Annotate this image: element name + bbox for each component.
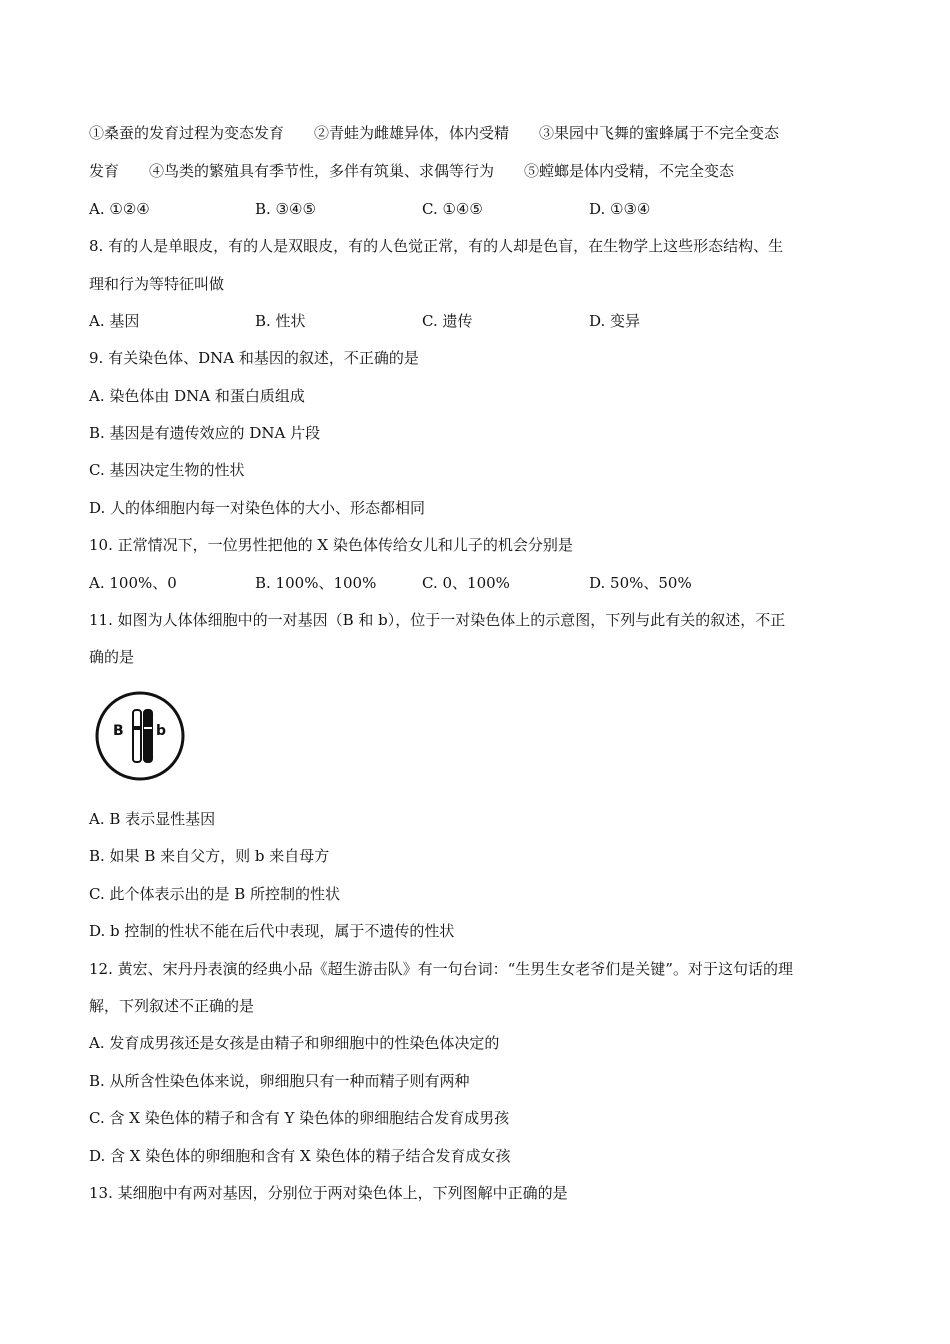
q11-stem-line2: 确的是: [89, 648, 135, 666]
q10-stem: 10. 正常情况下，一位男性把他的 X 染色体传给女儿和儿子的机会分别是: [89, 536, 573, 554]
gene-label-dominant: B: [113, 723, 124, 739]
q7-option-c: C. ①④⑤: [422, 200, 483, 218]
q11-option-d: D. b 控制的性状不能在后代中表现，属于不遗传的性状: [89, 922, 455, 940]
q7-option-a: A. ①②④: [89, 200, 150, 218]
q10-option-c: C. 0、100%: [422, 574, 510, 592]
q8-option-b: B. 性状: [255, 312, 306, 330]
q7-statements-line1: ①桑蚕的发育过程为变态发育 ②青蛙为雌雄异体，体内受精 ③果园中飞舞的蜜蜂属于不完全变态: [89, 124, 780, 142]
q12-option-a: A. 发育成男孩还是女孩是由精子和卵细胞中的性染色体决定的: [89, 1034, 500, 1052]
q11-stem-line1: 11. 如图为人体体细胞中的一对基因（B 和 b），位于一对染色体上的示意图，下列与此有关的叙述，不正: [89, 611, 786, 629]
q12-stem-line1: 12. 黄宏、宋丹丹表演的经典小品《超生游击队》有一句台词：“生男生女老爷们是关键”。对于这句话的理: [89, 960, 793, 978]
q8-stem-line1: 8. 有的人是单眼皮，有的人是双眼皮，有的人色觉正常，有的人却是色盲，在生物学上这些形态结构、生: [89, 237, 784, 255]
q10-option-a: A. 100%、0: [89, 574, 177, 592]
q12-option-d: D. 含 X 染色体的卵细胞和含有 X 染色体的精子结合发育成女孩: [89, 1147, 511, 1165]
q9-option-b: B. 基因是有遗传效应的 DNA 片段: [89, 424, 321, 442]
q9-option-a: A. 染色体由 DNA 和蛋白质组成: [89, 387, 305, 405]
q11-option-a: A. B 表示显性基因: [89, 810, 216, 828]
chromosome-left: [133, 710, 141, 762]
q10-option-b: B. 100%、100%: [255, 574, 377, 592]
q9-stem: 9. 有关染色体、DNA 和基因的叙述，不正确的是: [89, 349, 419, 367]
q8-stem-line2: 理和行为等特征叫做: [89, 275, 225, 293]
q9-option-c: C. 基因决定生物的性状: [89, 461, 245, 479]
chromosome-right: [144, 710, 152, 762]
q8-option-d: D. 变异: [589, 312, 641, 330]
q12-option-c: C. 含 X 染色体的精子和含有 Y 染色体的卵细胞结合发育成男孩: [89, 1109, 510, 1127]
q13-stem: 13. 某细胞中有两对基因，分别位于两对染色体上，下列图解中正确的是: [89, 1184, 568, 1202]
q8-option-a: A. 基因: [89, 312, 140, 330]
q9-option-d: D. 人的体细胞内每一对染色体的大小、形态都相同: [89, 499, 426, 517]
q11-option-c: C. 此个体表示出的是 B 所控制的性状: [89, 885, 341, 903]
q8-option-c: C. 遗传: [422, 312, 473, 330]
q7-statements-line2: 发育 ④鸟类的繁殖具有季节性，多伴有筑巢、求偶等行为 ⑤螳螂是体内受精，不完全变态: [89, 162, 735, 180]
q10-option-d: D. 50%、50%: [589, 574, 692, 592]
q7-option-b: B. ③④⑤: [255, 200, 316, 218]
chromosome-pair-figure: [94, 690, 186, 782]
q7-option-d: D. ①③④: [589, 200, 651, 218]
q12-stem-line2: 解，下列叙述不正确的是: [89, 997, 255, 1015]
q11-option-b: B. 如果 B 来自父方，则 b 来自母方: [89, 847, 330, 865]
gene-label-recessive: b: [156, 723, 167, 739]
q12-option-b: B. 从所含性染色体来说，卵细胞只有一种而精子则有两种: [89, 1072, 470, 1090]
